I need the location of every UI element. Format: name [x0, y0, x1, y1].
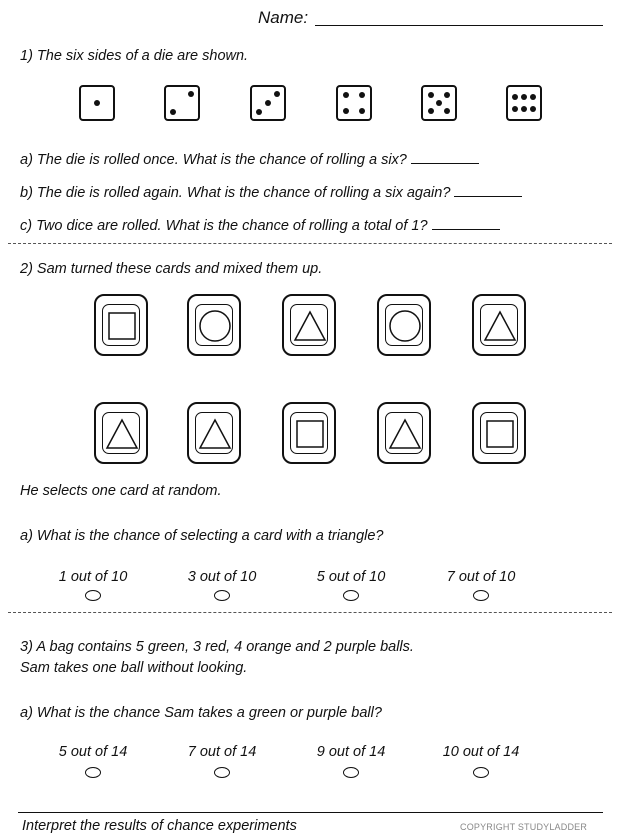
square-icon	[102, 304, 140, 346]
card-square	[94, 294, 148, 356]
q3-option-bubble[interactable]	[473, 767, 489, 778]
q1-part-a	[20, 150, 479, 168]
q1-c-answer-blank[interactable]	[432, 216, 500, 230]
circle-icon	[385, 304, 423, 346]
die-pip	[521, 106, 527, 112]
die-pip	[343, 108, 349, 114]
square-icon	[290, 412, 328, 454]
triangle-icon	[102, 412, 140, 454]
q1-part-b	[20, 183, 522, 201]
name-label: Name:	[258, 8, 309, 27]
triangle-icon	[290, 304, 328, 346]
copyright: COPYRIGHT STUDYLADDER	[460, 822, 588, 832]
die-face-5	[421, 85, 457, 121]
card-triangle	[377, 402, 431, 464]
die-pip	[428, 92, 434, 98]
die-pip	[428, 108, 434, 114]
square-icon	[480, 412, 518, 454]
q2-select-text: He selects one card at random.	[20, 483, 222, 499]
card-circle	[187, 294, 241, 356]
q2-option-label: 1 out of 10	[58, 569, 128, 585]
q3-part-a: a) What is the chance Sam takes a green or purple ball?	[20, 705, 382, 721]
q1-part-a-text: a) The die is rolled once. What is the chance of rolling a six?	[20, 152, 407, 168]
triangle-icon	[195, 412, 233, 454]
card-triangle	[94, 402, 148, 464]
die-pip	[274, 91, 280, 97]
card-square	[282, 402, 336, 464]
die-pip	[359, 92, 365, 98]
die-pip	[444, 92, 450, 98]
die-pip	[94, 100, 100, 106]
q3-option-label: 9 out of 14	[316, 744, 386, 760]
q3-prompt-line1: 3) A bag contains 5 green, 3 red, 4 orange and 2 purple balls.	[20, 639, 414, 655]
q1-part-b-text: b) The die is rolled again. What is the chance of rolling a six again?	[20, 185, 451, 201]
section-divider	[8, 612, 612, 613]
die-pip	[444, 108, 450, 114]
footer-rule	[18, 812, 603, 813]
footer-topic: Interpret the results of chance experiments	[22, 818, 297, 834]
die-pip	[530, 94, 536, 100]
die-face-3	[250, 85, 286, 121]
die-pip	[436, 100, 442, 106]
q3-option-bubble[interactable]	[214, 767, 230, 778]
die-pip	[170, 109, 176, 115]
die-pip	[359, 108, 365, 114]
card-triangle	[187, 402, 241, 464]
q3-prompt-line2: Sam takes one ball without looking.	[20, 660, 248, 676]
die-pip	[512, 106, 518, 112]
q2-option-bubble[interactable]	[214, 590, 230, 601]
card-circle	[377, 294, 431, 356]
q1-part-c-text: c) Two dice are rolled. What is the chance of rolling a total of 1?	[20, 218, 428, 234]
section-divider	[8, 243, 612, 244]
die-pip	[512, 94, 518, 100]
card-triangle	[472, 294, 526, 356]
circle-icon	[195, 304, 233, 346]
q3-option-bubble[interactable]	[85, 767, 101, 778]
die-pip	[343, 92, 349, 98]
triangle-icon	[385, 412, 423, 454]
q3-option-bubble[interactable]	[343, 767, 359, 778]
die-face-1	[79, 85, 115, 121]
q2-option-label: 3 out of 10	[187, 569, 257, 585]
q3-option-label: 7 out of 14	[187, 744, 257, 760]
die-pip	[530, 106, 536, 112]
q2-option-bubble[interactable]	[343, 590, 359, 601]
die-pip	[521, 94, 527, 100]
q2-part-a: a) What is the chance of selecting a card with a triangle?	[20, 528, 384, 544]
q2-option-label: 7 out of 10	[446, 569, 516, 585]
card-triangle	[282, 294, 336, 356]
q1-b-answer-blank[interactable]	[454, 183, 522, 197]
q2-option-label: 5 out of 10	[316, 569, 386, 585]
q1-prompt: 1) The six sides of a die are shown.	[20, 48, 249, 64]
die-face-6	[506, 85, 542, 121]
die-pip	[256, 109, 262, 115]
q2-prompt: 2) Sam turned these cards and mixed them up.	[20, 261, 323, 277]
q1-part-c	[20, 216, 500, 234]
q3-option-label: 10 out of 14	[442, 744, 520, 760]
die-face-2	[164, 85, 200, 121]
die-pip	[265, 100, 271, 106]
q2-option-bubble[interactable]	[85, 590, 101, 601]
q1-a-answer-blank[interactable]	[411, 150, 479, 164]
die-pip	[188, 91, 194, 97]
q3-option-label: 5 out of 14	[58, 744, 128, 760]
triangle-icon	[480, 304, 518, 346]
name-field[interactable]	[315, 25, 603, 26]
card-square	[472, 402, 526, 464]
die-face-4	[336, 85, 372, 121]
q2-option-bubble[interactable]	[473, 590, 489, 601]
